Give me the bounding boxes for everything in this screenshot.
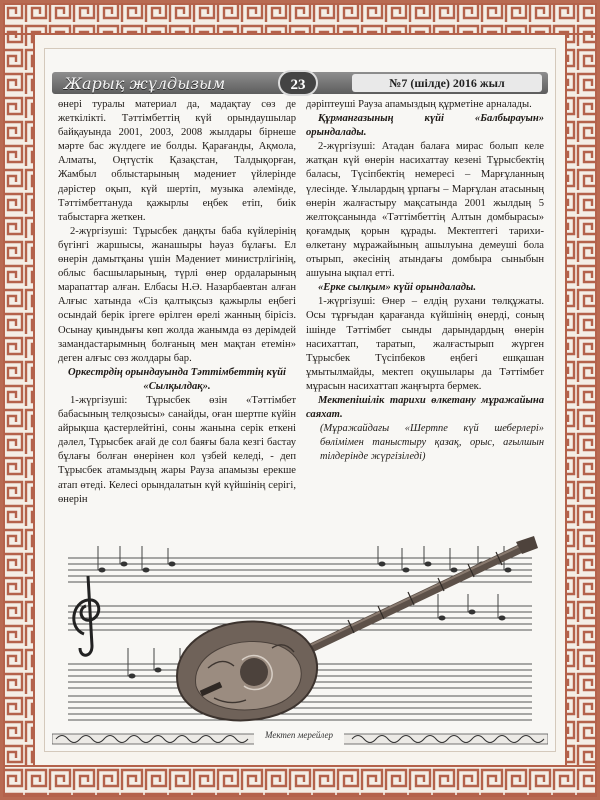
performance-heading: Оркестрдің орындауында Тәттімбеттің күйі «Сылқылдақ». xyxy=(68,366,286,392)
left-column xyxy=(58,98,296,507)
issue-label: №7 (шілде) 2016 жыл xyxy=(352,74,542,92)
paragraph: 2-жүргізуші: Атадан балаға мирас болып келе жатқан күй өнерін насихаттау кезені Тұрысбектің баласы, Түсіпбектің немересі – Марғұланның үлесінде. Ұлылардың ұрпағы – Марғұлан атасының өнерін жалғастыру мақсатында 2001 жылдың 5 желтоқсанында «Тәттімбеттің Алтын домбырасы» қоғамдық қорын құрады. Мектептегі тарихи-өлкетану мұражайының ашылуына демеуші бола отырып, әкесінің атындағы домбыра сыныбын ашуына ықпал етті. xyxy=(306,141,544,280)
paragraph: 1-жүргізуші: Тұрысбек өзін «Тәттімбет бабасының телқозысы» санайды, оған шертпе күйін айрықша қастерлейтіні, соны жанына серік еткені дәлел, Тұрысбек ағай де сол баяғы бала кезгі бастау бұлағы болған өнерінен кол үзбей келеді, - деп Тұрысбек атамыздың жары Рауза апамызы ерекше атап өтеді. Келесі орындалатын күй күйшінің серігі, өнерін xyxy=(58,394,296,505)
magazine-title: Жарық жұлдызым xyxy=(64,73,226,93)
section-heading: Мектепішілік тарихи өлкетану мұражайына саяхат. xyxy=(306,394,544,421)
paragraph: өнері туралы материал да, мадақтау сөз де жеткілікті. Тәттімбеттің күй орындаушылар байқауында 2001, 2003, 2008 жылдары бірнеше мәрте бас жүлдеге ие болды. Қарағанды, Ақмола, Алматы, Оңтүстік Қазақстан, Талдықорған, Жамбыл облыстарының мәдениет үйлерінде дәрістер оқып, күй шертіп, музыка әлемінде, Тәттімбеттануда қажырлы еңбек етіп, биік табыстарға жеткен. xyxy=(58,99,296,223)
italic-note: (Мұражайдағы «Шертпе күй шеберлері» бөлімімен таныстыру қазақ, орыс, ағылшын тілдерінде жүргізіледі) xyxy=(320,423,544,463)
paragraph: 2-жүргізуші: Тұрысбек даңқты баба күйлерінің бүгінгі жаршысы, жанашыры һәуаз бұлағы. Ел өнерін дамытқаны үшін Мәдениет министрлігінің, облыс басшыларының, түрлі өнер ордаларының марапаттар алған. Елбасы Н.Ә. Назарбаевтан алған Алғыс хатында «Сіз қалтықсыз қажырлы еңбегі осындай берік іргеге өрілген өрелі жанның бірісіз. Осынау қиындығы көп жолда жанымда өз дерімдей замандастарымның болғаның мен мақтан етемін» деген алғыс сөз жолдары бар. xyxy=(58,225,296,364)
sheet-music-illustration xyxy=(58,536,542,726)
right-column xyxy=(306,98,544,464)
magazine-page xyxy=(44,48,556,752)
footer-label: Мектеп мерейлер xyxy=(254,730,344,746)
page-number: 23 xyxy=(278,70,318,96)
performance-heading: Құрманғазының күйі «Балбырауын» орындалады. xyxy=(306,113,544,139)
page-header xyxy=(52,72,548,94)
performance-heading: «Ерке сылқым» күйі орындалады. xyxy=(318,282,476,294)
paragraph: 1-жүргізуші: Өнер – елдің рухани төлқұжаты. Осы тұрғыдан қарағанда күйшінің өнерді, соның ішінде Тәттімбет сынды дарындардың өнерін насихаттап, таратып, жалғастырып жүрген Тұрысбек Түсіпбеков еңбегі ешқашан ұмытылмайды, мектеп оқушылары да Тәттімбет мұрасын насихаттап жаңғырта бермек. xyxy=(306,296,544,392)
paragraph: дәріптеуші Рауза апамыздың құрметіне арналады. xyxy=(306,99,532,110)
treble-clef-icon xyxy=(74,576,99,655)
